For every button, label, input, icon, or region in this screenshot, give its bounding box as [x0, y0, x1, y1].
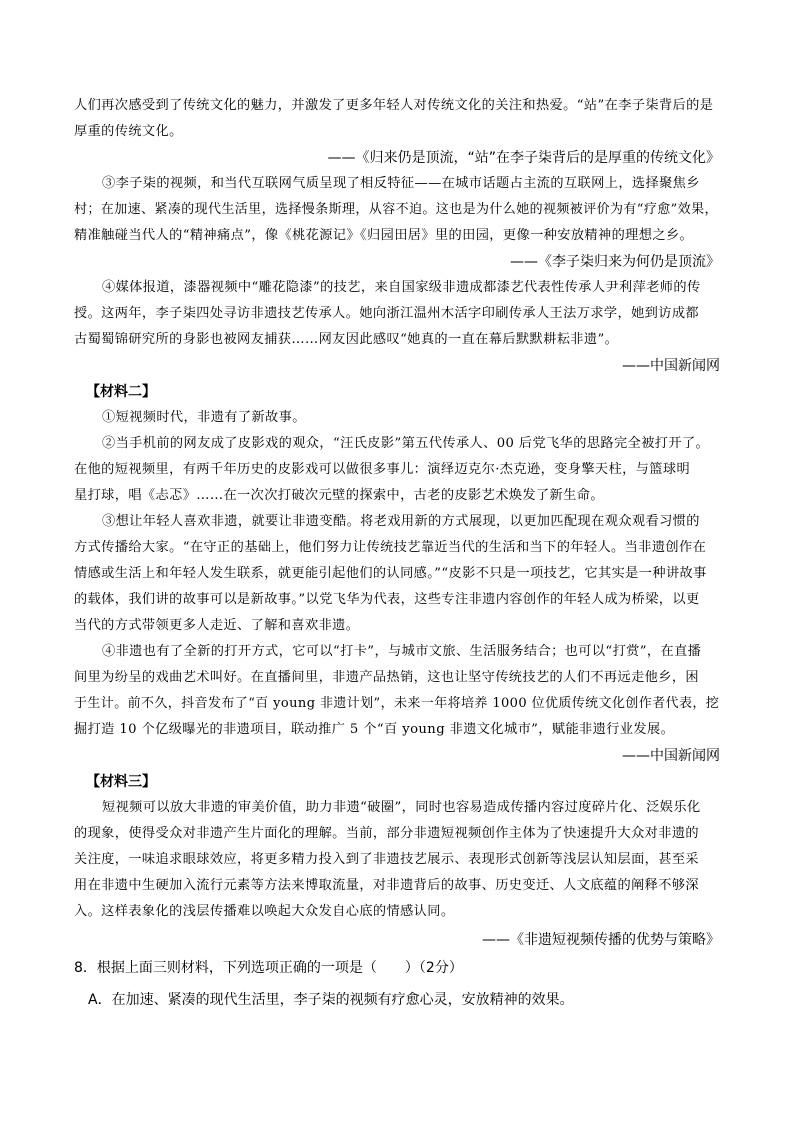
text-line: 入。这样表象化的浅层传播难以唤起大众发自心底的情感认同。 — [74, 904, 455, 919]
text-line: 间里为纷呈的戏曲艺术叫好。在直播间里，非遗产品热销，这也让坚守传统技艺的人们不再远走他乡，困 — [74, 670, 700, 685]
text-line: ①短视频时代，非遗有了新故事。 — [102, 410, 306, 425]
text-line: ③李子柒的视频，和当代互联网气质呈现了相反特征——在城市话题占主流的互联网上，选择聚焦乡 — [102, 176, 700, 191]
option-a: A．在加速、紧凑的现代生活里，李子柒的视频有疗愈心灵，安放精神的效果。 — [88, 992, 574, 1008]
text-line: ④媒体报道，漆器视频中“雕花隐漆”的技艺，来自国家级非遗成都漆艺代表性传承人尹利萍老师的传 — [102, 280, 701, 295]
text-line: 的现象，使得受众对非遗产生片面化的理解。当前，部分非遗短视频创作主体为了快速提升大众对非遗的 — [74, 826, 700, 841]
section-heading: 【材料三】 — [86, 774, 156, 790]
text-line: ②当手机前的网友成了皮影戏的观众，“汪氏皮影”第五代传承人、00 后党飞华的思路完全被打开了。 — [102, 436, 710, 451]
question-stem: 8．根据上面三则材料，下列选项正确的一项是（ ）（2分） — [74, 960, 463, 976]
text-line: ④非遗也有了全新的打开方式，它可以“打卡”，与城市文旅、生活服务结合；也可以“打赏”，在直播 — [102, 644, 702, 659]
text-line: 情感或生活上和年轻人发生联系，就更能引起他们的认同感。”“皮影不只是一项技艺，它其实是一种讲故事 — [74, 566, 707, 581]
text-line: 方式传播给大家。“在守正的基础上，他们努力让传统技艺靠近当代的生活和当下的年轻人。当非遗创作在 — [74, 540, 707, 555]
text-line: 古蜀蜀锦研究所的身影也被网友捕获……网友因此感叹“她真的一直在幕后默默耕耘非遗”。 — [74, 332, 619, 347]
text-line: 村；在加速、紧凑的现代生活里，选择慢条斯理，从容不迫。这也是为什么她的视频被评价为有“疗愈”效果， — [74, 202, 718, 217]
source-citation: ——《李子柒归来为何仍是顶流》 — [510, 254, 720, 270]
text-line: 厚重的传统文化。 — [74, 124, 183, 139]
source-citation: ——中国新闻网 — [622, 358, 720, 374]
text-line: 于生计。前不久，抖音发布了“百 young 非遗计划”，未来一年将培养 1000 位优质传统文化创作者代表，挖 — [74, 696, 720, 711]
text-line: 掘打造 10 个亿级曝光的非遗项目，联动推广 5 个“百 young 非遗文化城市”，赋能非遗行业发展。 — [74, 722, 675, 737]
text-line: 的载体，我们讲的故事可以是新故事。”以党飞华为代表，这些专注非遗内容创作的年轻人成为桥梁，以更 — [74, 592, 700, 607]
text-line: 关注度，一味追求眼球效应，将更多精力投入到了非遗技艺展示、表现形式创新等浅层认知层面，甚至采 — [74, 852, 700, 867]
text-line: 人们再次感受到了传统文化的魅力，并激发了更多年轻人对传统文化的关注和热爱。“站”在李子柒背后的是 — [74, 98, 714, 113]
text-line: 授。这两年，李子柒四处寻访非遗技艺传承人。她向浙江温州木活字印刷传承人王法万求学，她到访成都 — [74, 306, 700, 321]
source-citation: ——中国新闻网 — [622, 748, 720, 764]
text-line: 在他的短视频里，有两千年历史的皮影戏可以做很多事儿：演绎迈克尔·杰克逊，变身擎天柱，与篮球明 — [74, 462, 691, 477]
source-citation: ——《非遗短视频传播的优势与策略》 — [482, 932, 720, 948]
text-line: 当代的方式带领更多人走近、了解和喜欢非遗。 — [74, 618, 360, 633]
source-citation: ——《归来仍是顶流，“站”在李子柒背后的是厚重的传统文化》 — [327, 150, 720, 166]
text-line: 短视频可以放大非遗的审美价值，助力非遗“破圈”，同时也容易造成传播内容过度碎片化、泛娱乐化 — [102, 800, 701, 815]
text-line: ③想让年轻人喜欢非遗，就要让非遗变酷。将老戏用新的方式展现，以更加匹配现在观众观看习惯的 — [102, 514, 700, 529]
text-line: 用在非遗中生硬加入流行元素等方法来博取流量，对非遗背后的故事、历史变迁、人文底蕴的阐释不够深 — [74, 878, 700, 893]
text-line: 星打球，唱《忐忑》……在一次次打破次元壁的探索中，古老的皮影艺术焕发了新生命。 — [74, 488, 604, 503]
text-line: 精准触碰当代人的“精神痛点”，像《桃花源记》《归园田居》里的田园，更像一种安放精神的理想之乡。 — [74, 228, 694, 243]
section-heading: 【材料二】 — [86, 384, 156, 400]
